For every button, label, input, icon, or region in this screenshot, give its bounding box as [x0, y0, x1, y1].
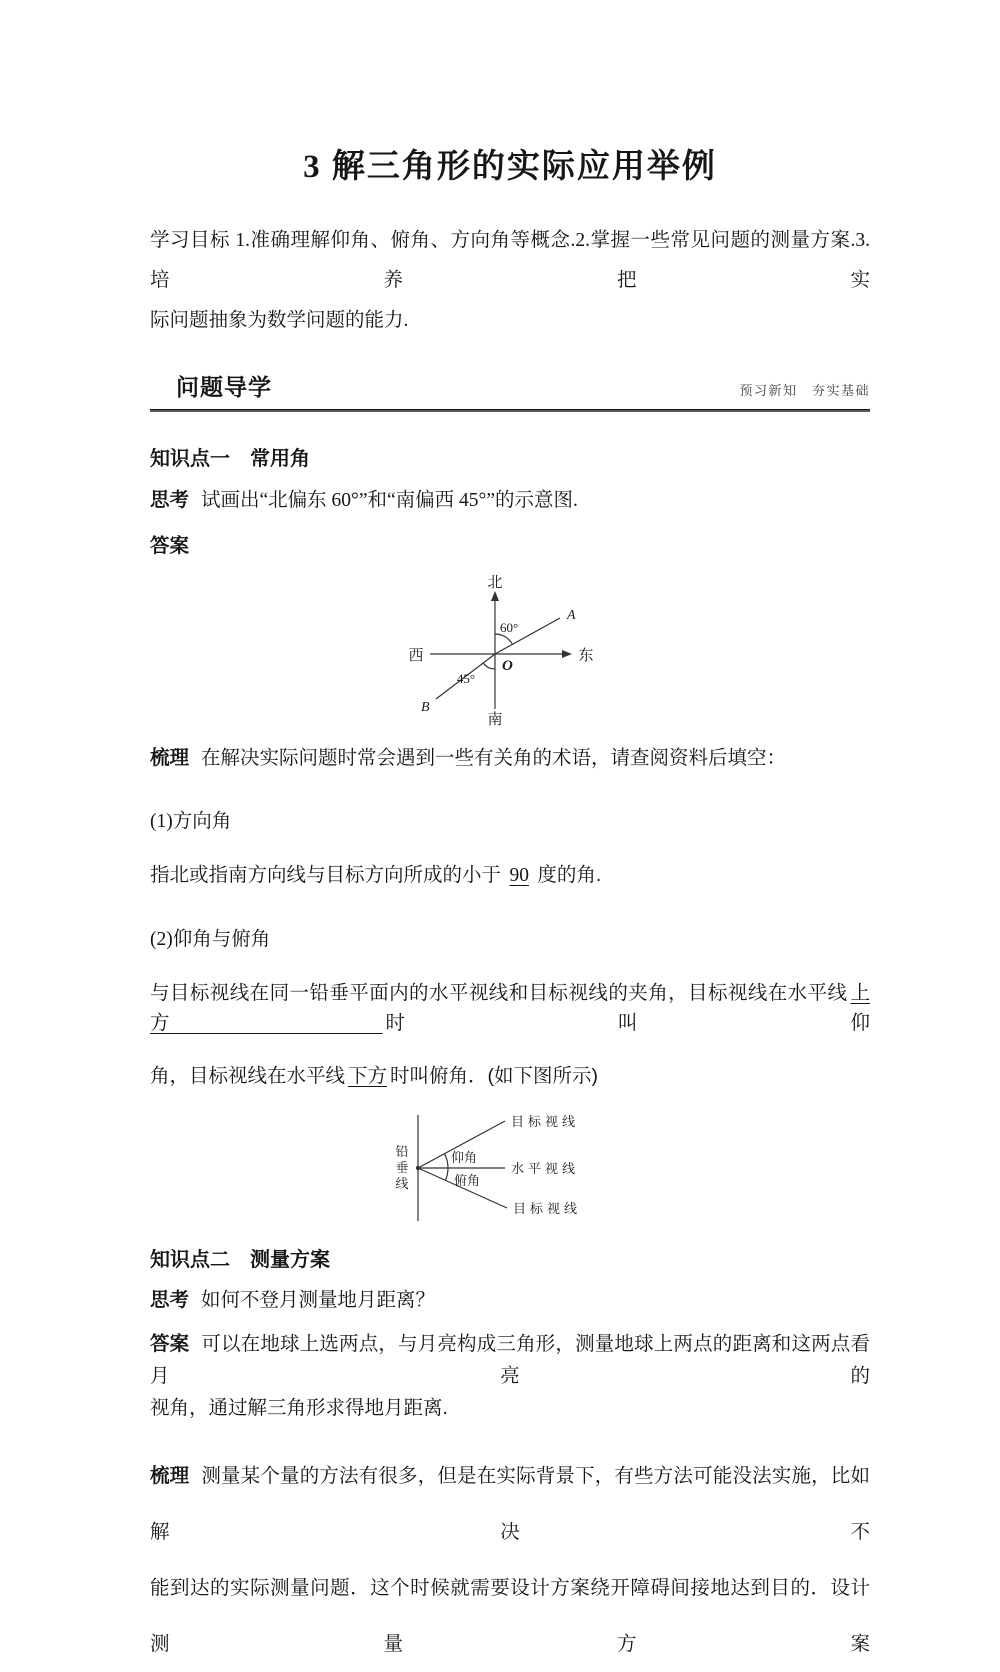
knowledge-point-1-heading: 知识点一 常用角 [150, 448, 310, 470]
origin-label: O [502, 658, 513, 674]
answer-1-line [150, 531, 870, 561]
think-2-text: 如何不登月测量地月距离？ [201, 1289, 436, 1311]
learning-objectives-line-1: 学习目标 1.准确理解仰角、俯角、方向角等概念.2.掌握一些常见问题的测量方案.3.培养把实 [150, 230, 870, 291]
sort-1-line [150, 743, 870, 773]
depression-arc [445, 1168, 448, 1180]
elevation-def-post: 时叫仰 [385, 1012, 870, 1034]
sightline-diagram-wrap [150, 1107, 870, 1229]
direction-angle-def-post: 度的角. [537, 864, 602, 886]
west-label: 西 [408, 648, 424, 664]
answer-2-line-1 [150, 1328, 870, 1392]
elevation-depression-heading-text: 仰角与俯角 [172, 928, 271, 950]
think-1-text: 试画出“北偏东 60°”和“南偏西 45°”的示意图. [201, 490, 578, 511]
think-2-line [150, 1285, 870, 1315]
angle-60-arc [495, 634, 513, 644]
target-sightline-lower-label: 目标视线 [512, 1201, 581, 1216]
direction-angle-heading [150, 806, 870, 837]
answer-2-line-2: 视角，通过解三角形求得地月距离. [150, 1397, 448, 1419]
north-arrowhead [491, 591, 499, 601]
section-subtitle: 预习新知 夯实基础 [739, 383, 870, 398]
angle-45-label: 45° [456, 671, 476, 686]
think-2-label: 思考 [150, 1289, 190, 1311]
answer-2-label: 答案 [150, 1333, 190, 1355]
sort-2-label: 梳理 [150, 1465, 190, 1487]
answer-2-paragraph [150, 1328, 870, 1424]
sort-2-text-1: 测量某个量的方法有很多，但是在实际背景下，有些方法可能没法实施，比如解决不 [150, 1465, 870, 1543]
plumb-label-char-3: 线 [394, 1176, 409, 1191]
direction-angle-definition [150, 860, 870, 891]
elevation-def-pre: 与目标视线在同一铅垂平面内的水平视线和目标视线的夹角，目标视线在水平线 [150, 982, 848, 1004]
learning-objectives-line-2: 际问题抽象为数学问题的能力. [150, 310, 409, 331]
south-label: 南 [487, 712, 503, 727]
sort-2-line-2: 能到达的实际测量问题．这个时候就需要设计方案绕开障碍间接地达到目的．设计测量方案 [150, 1577, 870, 1655]
elevation-depression-heading [150, 924, 870, 955]
east-arrowhead [562, 650, 572, 658]
north-label: 北 [487, 575, 503, 591]
depression-angle-label: 俯角 [453, 1173, 480, 1188]
section-title: 问题导学 [176, 374, 272, 400]
elevation-arc [444, 1154, 448, 1168]
elevation-definition-line-2 [150, 1061, 870, 1091]
angle-60-label: 60° [500, 620, 519, 635]
horizontal-sightline-label: 水平视线 [510, 1161, 579, 1176]
plumb-label-char-1: 铅 [394, 1144, 409, 1159]
direction-angle-def-pre: 指北或指南方向线与目标方向所成的小于 [150, 864, 502, 886]
blank-below: 下方 [348, 1065, 388, 1087]
sort-1-text: 在解决实际问题时常会遇到一些有关角的术语，请查阅资料后填空： [201, 747, 787, 769]
sort-1-label: 梳理 [150, 747, 190, 769]
point-a-label: A [567, 608, 576, 623]
target-sightline-upper-label: 目标视线 [510, 1114, 579, 1129]
blank-90: 90 [509, 865, 529, 886]
answer-2-text-1: 可以在地球上选两点，与月亮构成三角形，测量地球上两点的距离和这两点看月亮的 [150, 1333, 870, 1387]
sightline-diagram [378, 1107, 603, 1229]
angle-45-arc [483, 663, 495, 669]
section-rule [150, 409, 870, 412]
page-title: 3 解三角形的实际应用举例 [303, 149, 717, 185]
answer-1-label: 答案 [150, 535, 190, 557]
east-label: 东 [578, 648, 594, 664]
direction-angle-heading-text: 方向角 [172, 810, 232, 832]
sort-2-paragraph [150, 1448, 870, 1672]
blank-above: 上方 [150, 982, 870, 1034]
knowledge-point-2-heading: 知识点二 测量方案 [150, 1249, 330, 1271]
elevation-definition-line-1 [150, 978, 870, 1038]
learning-objectives [150, 221, 870, 341]
section-band [150, 369, 870, 402]
direction-angle-heading-num: (1) [150, 811, 173, 832]
depression-def-pre: 角，目标视线在水平线 [150, 1065, 346, 1087]
compass-diagram [390, 569, 630, 727]
sort-2-line-1 [150, 1448, 870, 1560]
point-b-label: B [421, 700, 430, 715]
think-1-label: 思考 [150, 489, 190, 511]
plumb-label-char-2: 垂 [394, 1160, 409, 1175]
elevation-angle-label: 仰角 [450, 1150, 477, 1165]
depression-def-post: 时叫俯角．(如下图所示) [390, 1065, 599, 1087]
think-1-line [150, 485, 870, 516]
elevation-depression-heading-num: (2) [150, 929, 173, 950]
compass-diagram-wrap [150, 569, 870, 727]
